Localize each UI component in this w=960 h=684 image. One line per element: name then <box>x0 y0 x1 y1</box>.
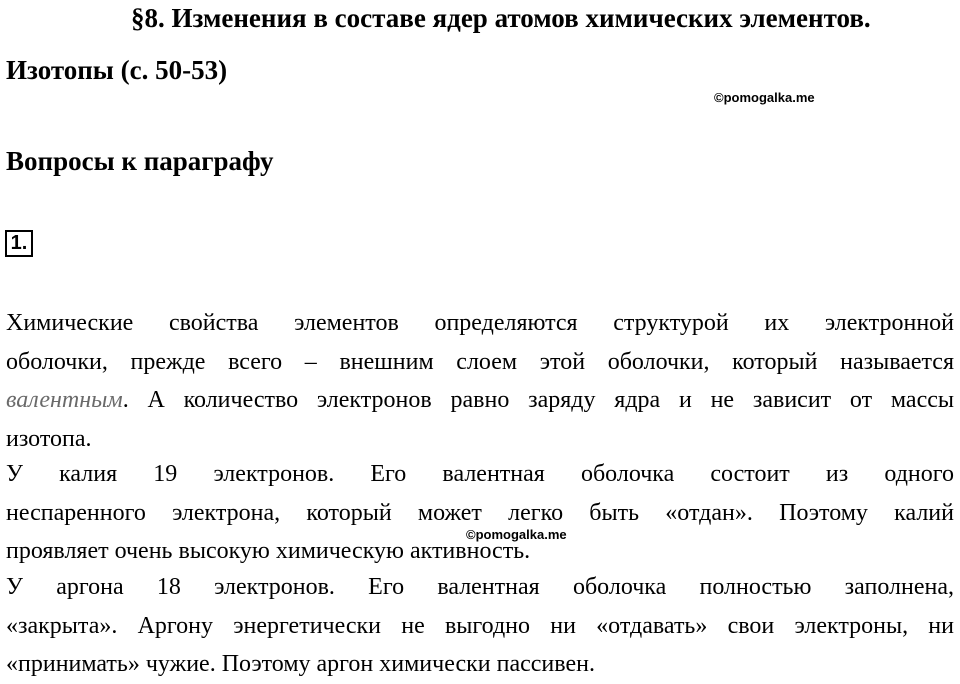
answer-paragraph-2 <box>6 455 954 571</box>
section-heading: Вопросы к параграфу <box>6 146 274 176</box>
answer-paragraph-1 <box>6 304 954 458</box>
paragraph-line: «принимать» чужие. Поэтому аргон химически пассивен. <box>6 651 595 677</box>
paragraph-line: У аргона 18 электронов. Его валентная оболочка полностью заполнена, <box>6 574 954 600</box>
paragraph-line: оболочки, прежде всего – внешним слоем этой оболочки, который называется <box>6 348 954 375</box>
watermark-top: ©pomogalka.me <box>714 90 815 105</box>
page-title-line-1: §8. Изменения в составе ядер атомов химических элементов. <box>131 3 871 33</box>
question-number-box: 1. <box>5 230 33 257</box>
paragraph-line: изотопа. <box>6 425 92 452</box>
paragraph-line: «закрыта». Аргону энергетически не выгодно ни «отдавать» свои электроны, ни <box>6 612 954 639</box>
answer-paragraph-3 <box>6 568 954 684</box>
paragraph-line: У калия 19 электронов. Его валентная оболочка состоит из одного <box>6 461 954 487</box>
paragraph-line <box>6 381 954 420</box>
watermark-middle: ©pomogalka.me <box>466 527 567 542</box>
paragraph-line: Химические свойства элементов определяются структурой их электронной <box>6 310 954 336</box>
page-title-line-2: Изотопы (с. 50-53) <box>6 55 228 85</box>
term-valent: валентным <box>6 387 123 413</box>
paragraph-line: неспаренного электрона, который может легко быть «отдан». Поэтому калий <box>6 499 954 526</box>
paragraph-line-rest: . А количество электронов равно заряду ядра и не зависит от массы <box>122 387 954 413</box>
paragraph-line: проявляет очень высокую химическую активность. <box>6 538 531 564</box>
